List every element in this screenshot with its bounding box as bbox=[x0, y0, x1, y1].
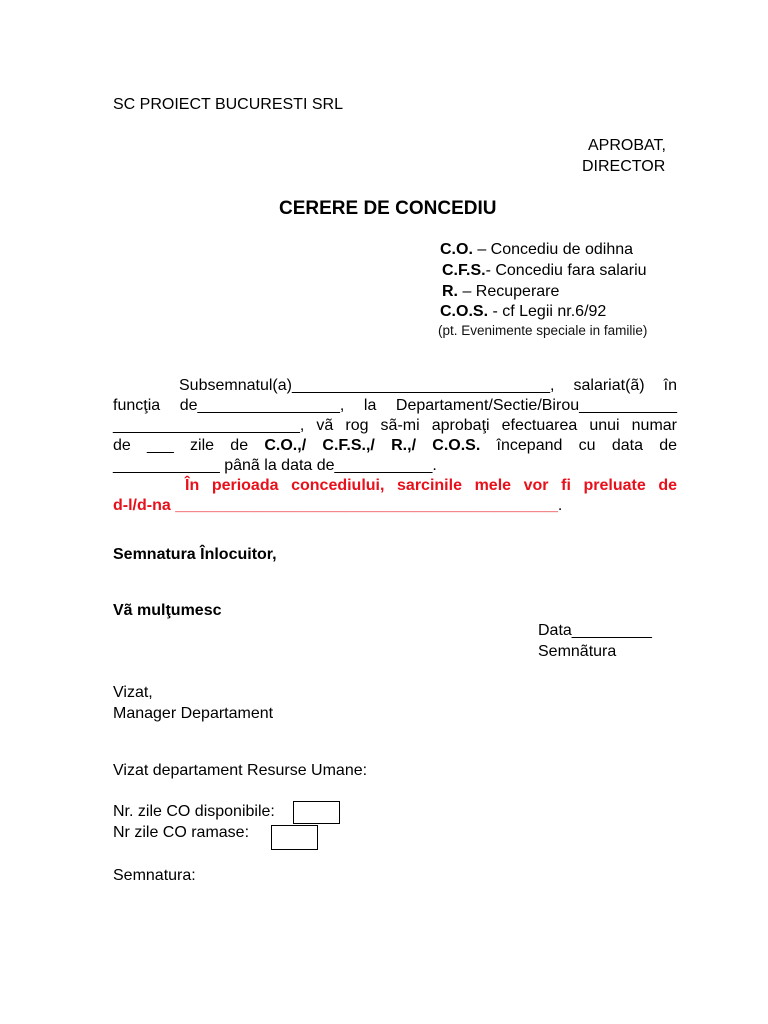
document-title: CERERE DE CONCEDIU bbox=[279, 198, 497, 219]
hr-title: Vizat departament Resurse Umane: bbox=[113, 762, 368, 779]
legend-code: C.F.S. bbox=[442, 262, 486, 279]
legend-item-cos bbox=[440, 302, 606, 322]
legend-code: C.O. bbox=[440, 241, 473, 258]
legend-note: (pt. Evenimente speciale in familie) bbox=[438, 323, 648, 338]
signature-label: Semnãtura bbox=[538, 643, 617, 660]
available-days-box[interactable] bbox=[293, 801, 340, 824]
available-days-label: Nr. zile CO disponibile: bbox=[113, 803, 275, 820]
request-line-3: _____________________, vã rog sã-mi aprobaţi efectuarea unui numar bbox=[113, 417, 677, 434]
manager-label: Manager Departament bbox=[113, 705, 274, 722]
legend-item-cfs bbox=[442, 261, 647, 281]
final-signature-label: Semnatura: bbox=[113, 867, 196, 884]
legend-desc: - cf Legii nr.6/92 bbox=[488, 303, 607, 320]
legend-desc: - Concediu fara salariu bbox=[485, 262, 647, 279]
replacement-signature-label: Semnatura Înlocuitor, bbox=[113, 546, 277, 563]
remaining-days-box[interactable] bbox=[271, 825, 318, 850]
legend-code: C.O.S. bbox=[440, 303, 489, 320]
legend-desc: – Concediu de odihna bbox=[472, 241, 634, 258]
leave-types: C.O.,/ C.F.S.,/ R.,/ C.O.S. bbox=[264, 437, 481, 454]
request-line-5: ____________ pânã la data de___________. bbox=[113, 457, 437, 474]
company-name: SC PROIECT BUCURESTI SRL bbox=[113, 96, 343, 113]
date-label: Data_________ bbox=[538, 622, 652, 639]
legend-code: R. bbox=[442, 283, 458, 300]
replacement-line-1: În perioada concediului, sarcinile mele vor fi preluate de bbox=[185, 477, 677, 494]
request-paragraph bbox=[113, 377, 677, 517]
remaining-days-label: Nr zile CO ramase: bbox=[113, 824, 250, 841]
request-line-2: funcţia de________________, la Departament/Sectie/Birou___________ bbox=[113, 397, 677, 414]
vizat-label: Vizat, bbox=[113, 684, 153, 701]
legend-item-co bbox=[440, 240, 633, 260]
approval-label: APROBAT, bbox=[588, 137, 666, 154]
request-line-4: de ___ zile de C.O.,/ C.F.S.,/ R.,/ C.O.S. începand cu data de bbox=[113, 437, 678, 454]
thanks-text: Vã mulţumesc bbox=[113, 602, 222, 619]
director-label: DIRECTOR bbox=[582, 158, 666, 175]
request-line-1: Subsemnatul(a)_____________________________, salariat(ã) în bbox=[179, 377, 677, 394]
legend-desc: – Recuperare bbox=[458, 283, 560, 300]
replacement-line-2: d-l/d-na ___________________________________________. bbox=[113, 497, 563, 514]
legend-item-r bbox=[442, 282, 559, 302]
